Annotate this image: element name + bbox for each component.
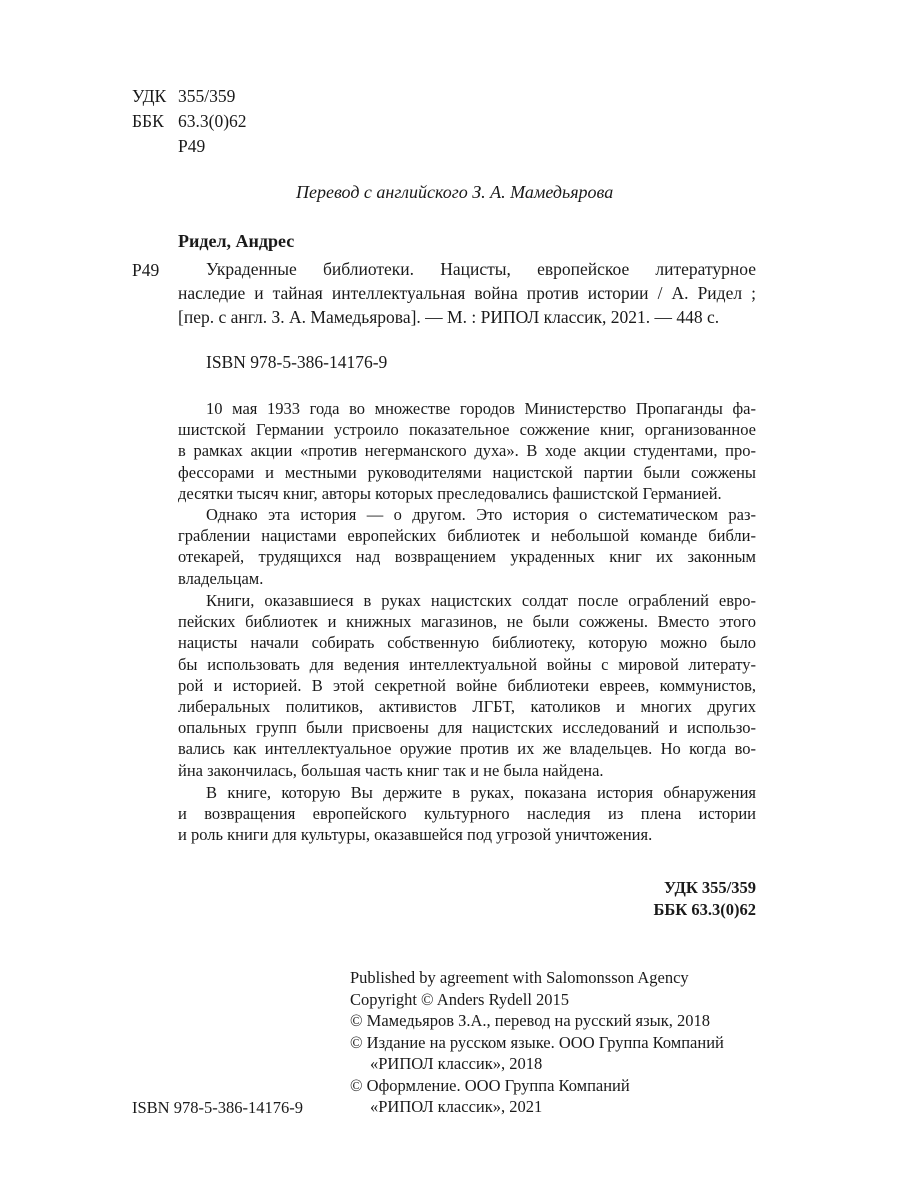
udk-label: УДК <box>132 86 167 106</box>
record-author-mark: Р49 <box>132 260 160 280</box>
annotation-line: Книги, оказавшиеся в руках нацистских солдат после ограблений евро- <box>206 591 756 610</box>
annotation-line: пейских библиотек и книжных магазинов, не были сожжены. Вместо этого <box>178 612 756 632</box>
annotation-line: граблении нацистами европейских библиотек и небольшой команде библи- <box>178 526 756 546</box>
annotation-line: либеральных политиков, активистов ЛГБТ, католиков и многих других <box>178 696 756 716</box>
annotation-line: Однако эта история — о другом. Это история о систематическом раз- <box>206 505 756 524</box>
copyright-line: «РИПОЛ классик», 2018 <box>370 1054 543 1073</box>
annotation-line: нацисты начали собирать собственную библиотеку, которую можно было <box>178 633 756 653</box>
annotation-line: фессорами и местными руководителями нацистской партии были сожжены <box>178 462 756 482</box>
bbk-label: ББК <box>132 111 164 131</box>
copyright-line: Published by agreement with Salomonsson Agency <box>350 968 689 987</box>
description-line: Украденные библиотеки. Нацисты, европейское литературное <box>206 259 756 279</box>
annotation-line: йна закончилась, большая часть книг так и не была найдена. <box>178 760 604 780</box>
udk-code <box>132 86 235 107</box>
annotation-line: бы использовать для ведения интеллектуальной войны с мировой литерату- <box>178 654 756 674</box>
isbn-footer: ISBN 978-5-386-14176-9 <box>132 1098 303 1117</box>
annotation-paragraph-1 <box>178 398 756 504</box>
annotation-paragraph-3 <box>178 590 756 781</box>
bbk-value: 63.3(0)62 <box>178 111 247 131</box>
annotation-line: владельцам. <box>178 568 264 588</box>
annotation-line: шистской Германии устроило показательное сожжение книг, организованное <box>178 420 756 440</box>
isbn-record: ISBN 978-5-386-14176-9 <box>206 352 388 372</box>
copyright-line: Copyright © Anders Rydell 2015 <box>350 989 570 1009</box>
translator-credit: Перевод с английского З. А. Мамедьярова <box>296 182 614 202</box>
author-mark: Р49 <box>178 136 206 156</box>
annotation-line: и роль книги для культуры, оказавшейся под угрозой уничтожения. <box>178 825 653 845</box>
footer-bbk: ББК 63.3(0)62 <box>653 900 756 919</box>
annotation-line: 10 мая 1933 года во множестве городов Министерство Пропаганды фа- <box>206 399 756 418</box>
udk-value: 355/359 <box>178 86 236 106</box>
bibliographic-description <box>178 257 756 329</box>
footer-codes <box>653 877 756 921</box>
annotation-line: десятки тысяч книг, авторы которых преследовались фашистской Германией. <box>178 483 722 503</box>
annotation-paragraph-2 <box>178 504 756 589</box>
annotation-line: В книге, которую Вы держите в руках, показана история обнаружения <box>206 783 756 802</box>
description-line: [пер. с англ. З. А. Мамедьярова]. — М. : РИПОЛ классик, 2021. — 448 с. <box>178 307 720 327</box>
annotation-line: вались как интеллектуальное оружие против их же владельцев. Но когда во- <box>178 739 756 759</box>
annotation-line: и возвращения европейского культурного наследия из плена истории <box>178 804 756 824</box>
annotation-paragraph-4 <box>178 782 756 846</box>
annotation-line: отекарей, трудящихся над возвращением украденных книг их законным <box>178 547 756 567</box>
copyright-line: © Оформление. ООО Группа Компаний <box>350 1075 630 1095</box>
annotation-line: в рамках акции «против негерманского духа». В ходе акции студентами, про- <box>178 441 756 461</box>
description-line: наследие и тайная интеллектуальная война против истории / А. Ридел ; <box>178 283 756 303</box>
copyright-line: © Мамедьяров З.А., перевод на русский язык, 2018 <box>350 1011 710 1030</box>
author-heading: Ридел, Андрес <box>178 231 295 251</box>
copyright-block <box>350 967 724 1118</box>
bbk-code <box>132 111 247 132</box>
footer-udk: УДК 355/359 <box>664 878 756 897</box>
copyright-line: © Издание на русском языке. ООО Группа Компаний <box>350 1032 724 1052</box>
annotation-line: опальных групп были присвоены для нацистских исследований и использо- <box>178 718 756 738</box>
copyright-line: «РИПОЛ классик», 2021 <box>370 1097 543 1116</box>
annotation-line: рой и историей. В этой секретной войне библиотеки евреев, коммунистов, <box>178 675 756 695</box>
